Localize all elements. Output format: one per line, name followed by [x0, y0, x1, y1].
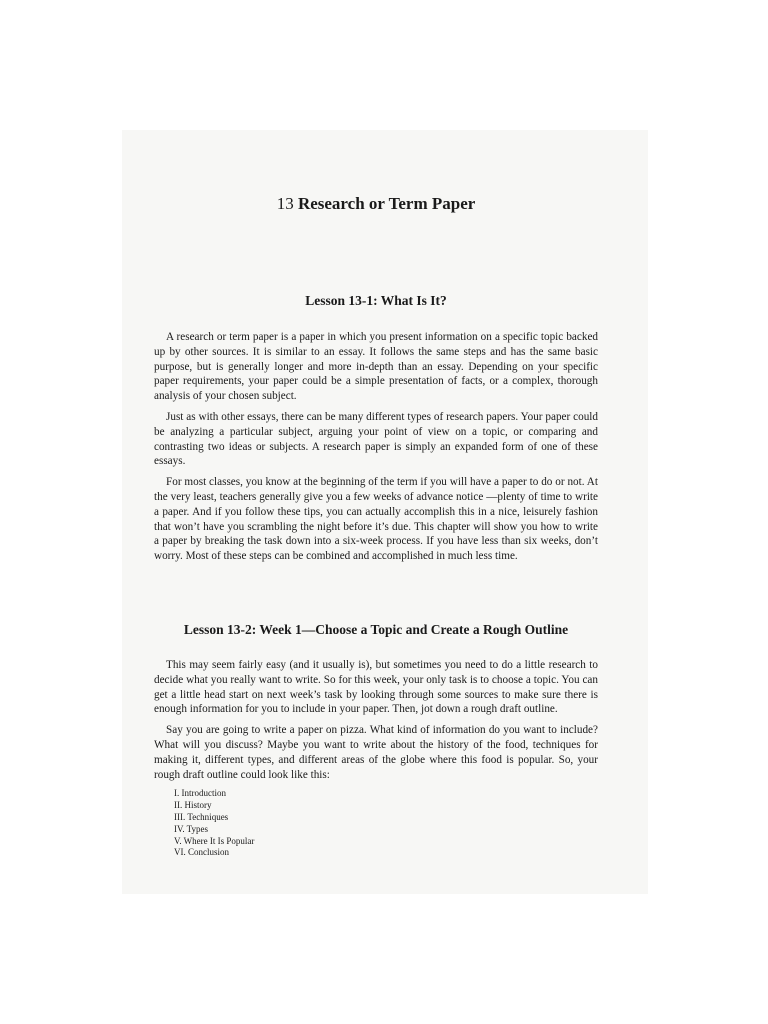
outline-item: I. Introduction [174, 788, 226, 799]
chapter-number: 13 [276, 194, 294, 213]
outline-item: VI. Conclusion [174, 847, 229, 858]
rough-outline-list [154, 788, 598, 859]
paragraph: A research or term paper is a paper in which you present information on a specific topic backed up by other sources. It is similar to an essay. It follows the same steps and has the same basic purpose, but is generally longer and more in-depth than an essay. Depending on your specific paper requirements, your paper could be a simple presentation of facts, or a complex, thorough analysis of your chosen subject. [154, 331, 598, 403]
lesson-13-2-title: Lesson 13-2: Week 1—Choose a Topic and Create a Rough Outline [183, 622, 569, 637]
paragraph: For most classes, you know at the beginning of the term if you will have a paper to do or not. At the very least, teachers generally give you a few weeks of advance notice —plenty of time to write a paper. And if you follow these tips, you can actually accomplish this in a nice, leisurely fashion that won’t have you scrambling the night before it’s due. This chapter will show you how to write a paper by breaking the task down into a six-week process. If you have less than six weeks, don’t worry. Most of these steps can be combined and accomplished in much less time. [154, 476, 598, 563]
lesson-13-2-body [154, 658, 598, 859]
outline-item: V. Where It Is Popular [174, 835, 255, 846]
lesson-13-1-body [154, 330, 598, 570]
outline-item: IV. Types [174, 823, 209, 834]
outline-item: III. Techniques [174, 811, 229, 822]
chapter-name: Research or Term Paper [297, 194, 476, 213]
chapter-title [154, 193, 598, 215]
lesson-13-1-title: Lesson 13-1: What Is It? [305, 293, 447, 308]
paragraph: Just as with other essays, there can be many different types of research papers. Your paper could be analyzing a particular subject, arguing your point of view on a topic, or comparing and contrasting two ideas or subjects. A research paper is simply an expanded form of one of these essays. [154, 410, 598, 468]
paragraph: This may seem fairly easy (and it usually is), but sometimes you need to do a little research to decide what you really want to write. So for this week, your only task is to choose a topic. You can get a little head start on next week’s task by looking through some sources to make sure there is enough information for you to include in your paper. Then, jot down a rough draft outline. [154, 659, 598, 716]
outline-item: II. History [174, 800, 212, 811]
paragraph: Say you are going to write a paper on pizza. What kind of information do you want to include? What will you discuss? Maybe you want to write about the history of the food, techniques for making it, different types, and different areas of the globe where this food is popular. So, your rough draft outline could look like this: [154, 724, 598, 781]
